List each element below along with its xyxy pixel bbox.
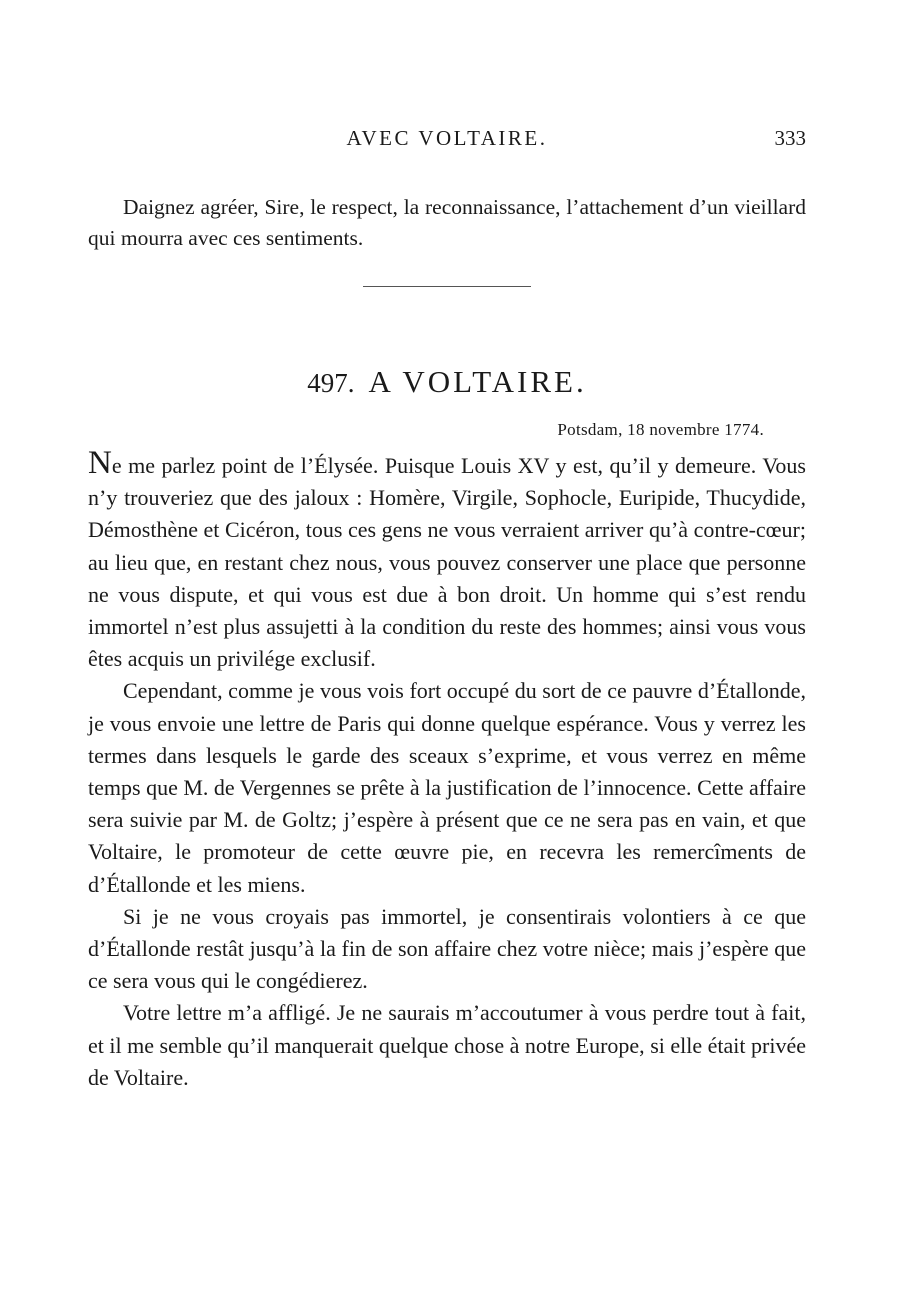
closing-paragraph: Daignez agréer, Sire, le respect, la reconnaissance, l’attachement d’un vieillard qui mourra avec ces sentiments.: [88, 194, 806, 250]
letter-dateline: Potsdam, 18 novembre 1774.: [557, 420, 764, 439]
letter-body: [88, 445, 806, 1094]
page-number: 333: [774, 126, 806, 150]
running-title: AVEC VOLTAIRE.: [346, 126, 548, 150]
letter-number: 497.: [307, 368, 355, 398]
letter-paragraph-3: Si je ne vous croyais pas immortel, je consentirais volontiers à ce que d’Étallonde restât jusqu’à la fin de son affaire chez votre nièce; mais j’espère que ce sera vous qui le congédierez.: [88, 903, 806, 994]
letter-paragraph-4: Votre lettre m’a affligé. Je ne saurais m’accoutumer à vous perdre tout à fait, et il me semble qu’il manquerait quelque chose à notre Europe, si elle était privée de Voltaire.: [88, 1000, 806, 1090]
letter-heading: [88, 364, 806, 400]
paragraph-text: e me parlez point de l’Élysée. Puisque Louis XV y est, qu’il y demeure. Vous n’y trouveriez que des jaloux : Homère, Virgile, Sophocle, Euripide, Thucydide, Démosthène et Cicéron, tous ces gens ne vous verraient arriver qu’à contre-cœur; au lieu que, en restant chez nous, vous pouvez conserver une place que personne ne vous dispute, et qui vous est due à bon droit. Un homme qui s’est rendu immortel n’est plus assujetti à la condition du reste des hommes; ainsi vous vous êtes acquis un privilége exclusif.: [88, 453, 806, 672]
running-head: [88, 126, 806, 156]
drop-cap-initial: N: [88, 445, 112, 481]
section-divider: [363, 286, 531, 287]
letter-paragraph-1: [88, 445, 806, 675]
letter-paragraph-2: Cependant, comme je vous vois fort occupé du sort de ce pauvre d’Étallonde, je vous envoie une lettre de Paris qui donne quelque espérance. Vous y verrez les termes dans lesquels le garde des sceaux s’exprime, et vous verrez en même temps que M. de Vergennes se prête à la justification de l’innocence. Cette affaire sera suivie par M. de Goltz; j’espère à présent que ce ne sera pas en vain, et que Voltaire, le promoteur de cette œuvre pie, en recevra les remercîments de d’Étallonde et les miens.: [88, 678, 806, 897]
letter-title: A VOLTAIRE.: [368, 364, 587, 399]
